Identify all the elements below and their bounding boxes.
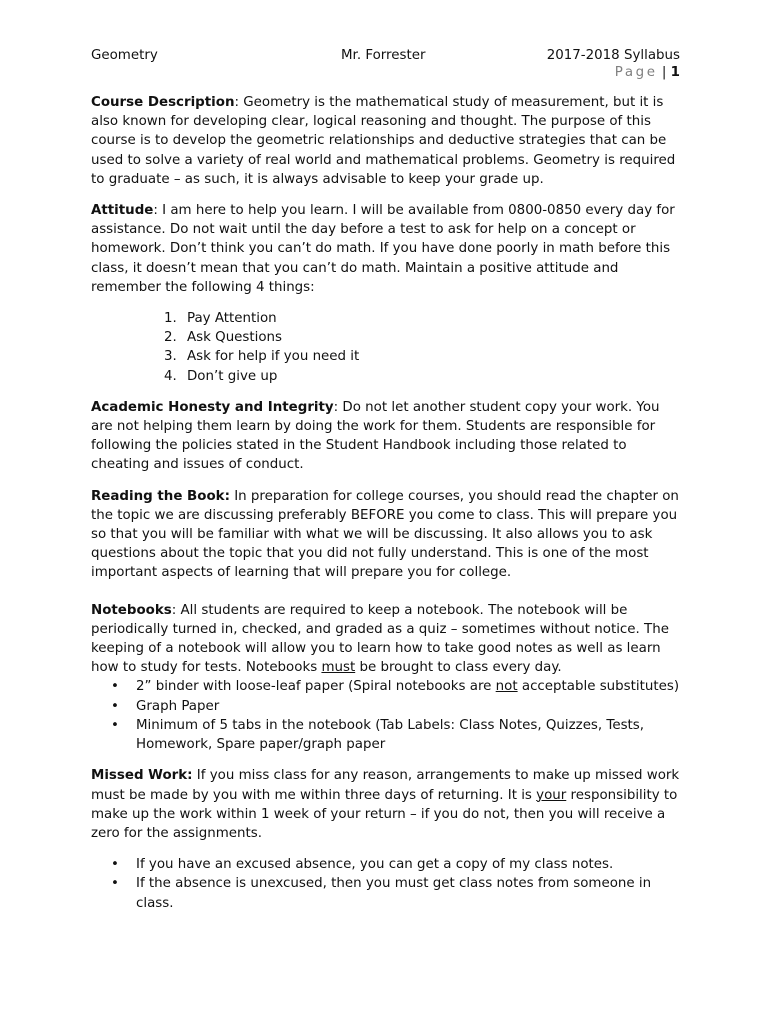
- notebooks-text: : All students are required to keep a notebook. The notebook will be periodically turned in, checked, and graded as a quiz – sometimes without notice. The keeping of a notebook will allow you to learn how to take good notes as well as learn how to study for tests. Notebooks: [91, 602, 669, 676]
- item-text: If you have an excused absence, you can get a copy of my class notes.: [136, 857, 614, 873]
- item-underlined-not: not: [495, 679, 518, 695]
- notebooks-heading: Notebooks: [91, 602, 172, 618]
- item-text: Graph Paper: [136, 698, 220, 714]
- list-item: [91, 367, 681, 386]
- header-teacher: Mr. Forrester: [341, 48, 426, 63]
- attitude-text: : I am here to help you learn. I will be available from 0800-0850 every day for assistance. Do not wait until the day before a test to ask for help on a concept or homework. Don’t think you can’t do math. If you have done poorly in math before this class, it doesn’t mean that you can’t do math. Maintain a positive attitude and remember the following 4 things:: [91, 203, 675, 295]
- list-number: 4.: [164, 368, 177, 384]
- bullet: •: [111, 876, 119, 892]
- attitude: [91, 201, 681, 297]
- list-number: 3.: [164, 349, 177, 365]
- list-item: [91, 716, 681, 754]
- notebooks-text-end: be brought to class every day.: [355, 660, 562, 676]
- list-item: [91, 855, 681, 874]
- attitude-heading: Attitude: [91, 203, 154, 219]
- missed-work-heading: Missed Work:: [91, 768, 193, 784]
- item-text: 2” binder with loose-leaf paper (Spiral notebooks are: [136, 679, 496, 695]
- missed-work-text: If you miss class for any reason, arrangements to make up missed work must be made by you with me within three days of returning. It is: [91, 768, 680, 803]
- list-item: [91, 677, 681, 696]
- page-number-label: [615, 63, 680, 82]
- academic-honesty-text: : Do not let another student copy your work. You are not helping them learn by doing the work for them. Students are responsible for following the policies stated in the Student Handbook including those related to cheating and issues of conduct.: [91, 399, 660, 473]
- header-year: 2017-2018 Syllabus: [546, 48, 680, 63]
- reading-heading: Reading the Book:: [91, 488, 230, 504]
- page-header: [91, 46, 680, 86]
- course-description-text: : Geometry is the mathematical study of measurement, but it is also known for developing clear, logical reasoning and thought. The purpose of this course is to develop the geometric relationships and deductive strategies that can be used to solve a variety of real world and mathematical problems. Geometry is required to graduate – as such, it is always advisable to keep your grade up.: [91, 95, 676, 187]
- reading-text: In preparation for college courses, you should read the chapter on the topic we are discussing preferably BEFORE you come to class. This will prepare you so that you will be familiar with what we will be discussing. It also allows you to ask questions about the topic that you did not fully understand. This is one of the most important aspects of learning that will prepare you for college.: [91, 488, 679, 581]
- list-item: [91, 697, 681, 716]
- list-text: Don’t give up: [187, 368, 278, 384]
- bullet: •: [111, 717, 119, 733]
- list-item: [91, 309, 681, 328]
- missed-work-underlined-your: your: [536, 787, 567, 803]
- list-item: [91, 874, 681, 912]
- list-item: [91, 347, 681, 366]
- page-word: Page: [614, 65, 658, 80]
- header-course: Geometry: [91, 48, 158, 63]
- missed-work-list: [91, 855, 681, 913]
- missed-work: [91, 766, 681, 843]
- notebooks: [91, 601, 681, 678]
- item-text-end: acceptable substitutes): [517, 679, 680, 695]
- academic-honesty-heading: Academic Honesty and Integrity: [91, 399, 334, 415]
- list-number: 2.: [164, 330, 177, 346]
- item-text: If the absence is unexcused, then you must get class notes from someone in class.: [136, 876, 652, 911]
- list-number: 1.: [164, 311, 177, 327]
- item-text: Minimum of 5 tabs in the notebook (Tab Labels: Class Notes, Quizzes, Tests, Homework, Spare paper/graph paper: [136, 717, 645, 753]
- course-description-heading: Course Description: [91, 95, 235, 110]
- list-text: Pay Attention: [187, 311, 277, 327]
- missed-work-text-end: responsibility to make up the work within 1 week of your return – if you do not, then you will receive a zero for the assignments.: [91, 787, 678, 841]
- notebook-requirements-list: [91, 677, 681, 754]
- bullet: •: [111, 679, 119, 695]
- list-text: Ask Questions: [187, 330, 283, 346]
- page-number: 1: [670, 65, 680, 80]
- bullet: •: [111, 698, 119, 714]
- academic-honesty: [91, 398, 681, 475]
- course-description: [91, 93, 681, 189]
- attitude-list: [91, 309, 681, 386]
- bullet: •: [111, 857, 119, 873]
- list-item: [91, 328, 681, 347]
- list-text: Ask for help if you need it: [187, 349, 360, 365]
- document-body: [91, 93, 681, 925]
- page-separator: |: [661, 65, 667, 80]
- reading-the-book: [91, 487, 681, 583]
- notebooks-underlined-must: must: [321, 660, 356, 676]
